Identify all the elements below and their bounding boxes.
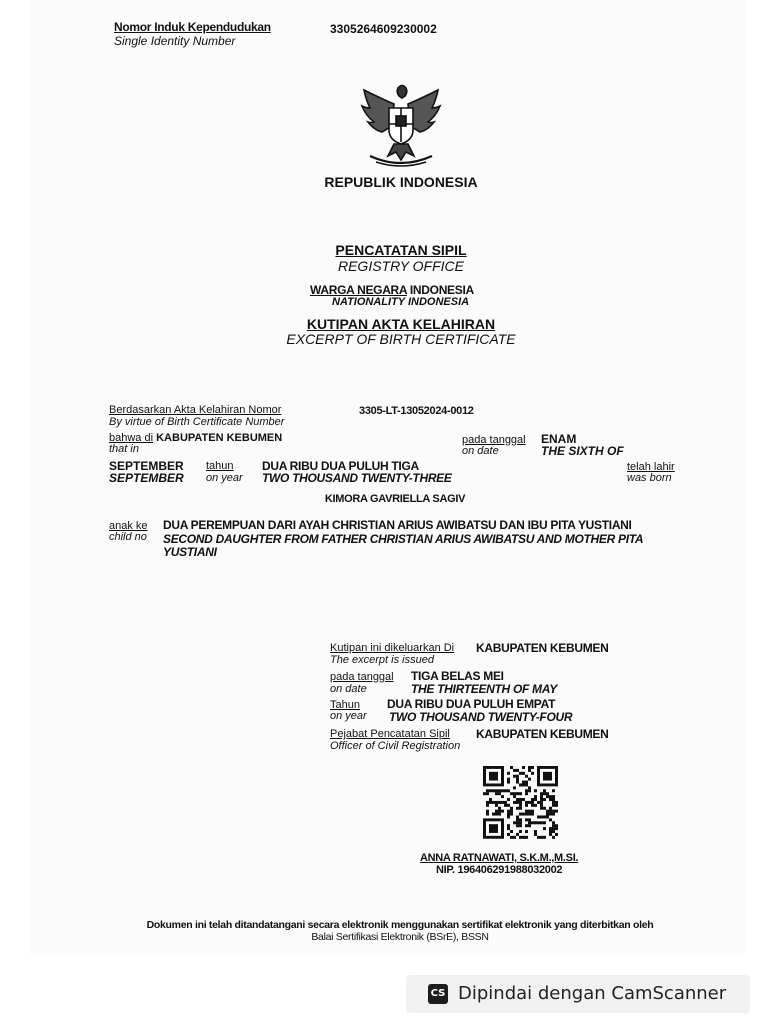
nik-value: 3305264609230002 bbox=[330, 22, 437, 36]
birth-month: SEPTEMBER bbox=[109, 459, 184, 473]
esign-note-line1: Dokumen ini telah ditandatangani secara elektronik menggunakan sertifikat elektronik yang diterbitkan oleh bbox=[146, 919, 654, 931]
birth-day-en: THE SIXTH OF bbox=[541, 444, 624, 458]
qr-code-icon bbox=[483, 766, 560, 839]
birth-date-label-en: on date bbox=[462, 445, 499, 457]
esign-note-line2: Balai Sertifikasi Elektronik (BSrE), BSSN bbox=[311, 931, 489, 943]
officer-place: KABUPATEN KEBUMEN bbox=[476, 727, 609, 741]
camscanner-watermark bbox=[406, 975, 750, 1013]
birth-year-en: TWO THOUSAND TWENTY-THREE bbox=[262, 471, 452, 485]
birth-place-prefix: bahwa di bbox=[109, 432, 154, 444]
child-description-en: SECOND DAUGHTER FROM FATHER CHRISTIAN ARIUS AWIBATSU AND MOTHER PITA YUSTIANI bbox=[163, 532, 643, 559]
issued-label-en: The excerpt is issued bbox=[330, 654, 434, 666]
birth-year: DUA RIBU DUA PULUH TIGA bbox=[262, 459, 419, 473]
officer-label: Pejabat Pencatatan Sipil bbox=[330, 728, 450, 740]
issued-date-label: pada tanggal bbox=[330, 671, 394, 683]
camscanner-text: Dipindai dengan CamScanner bbox=[458, 983, 727, 1004]
nationality-value: INDONESIA bbox=[409, 283, 474, 297]
child-description: DUA PEREMPUAN DARI AYAH CHRISTIAN ARIUS AWIBATSU DAN IBU PITA YUSTIANI bbox=[163, 518, 632, 532]
child-no-label-en: child no bbox=[109, 531, 147, 543]
born-label: telah lahir bbox=[627, 461, 675, 473]
issued-year-en: TWO THOUSAND TWENTY-FOUR bbox=[389, 710, 573, 724]
issued-date-label-en: on date bbox=[330, 683, 367, 695]
child-no-label: anak ke bbox=[109, 520, 148, 532]
signer-name: ANNA RATNAWATI, S.K.M.,M.SI. bbox=[420, 852, 579, 864]
signer-nip: NIP. 196406291988032002 bbox=[436, 864, 563, 876]
country-title: REPUBLIK INDONESIA bbox=[324, 174, 478, 190]
issued-label: Kutipan ini dikeluarkan Di bbox=[330, 642, 455, 654]
birth-date-label: pada tanggal bbox=[462, 434, 526, 446]
garuda-emblem-icon bbox=[356, 82, 446, 168]
issued-date-en: THE THIRTEENTH OF MAY bbox=[411, 682, 557, 696]
birth-place-en: that in bbox=[109, 443, 139, 455]
nik-label-en: Single Identity Number bbox=[114, 34, 236, 48]
birth-place: KABUPATEN KEBUMEN bbox=[156, 432, 283, 444]
issued-year-label: Tahun bbox=[330, 699, 360, 711]
birth-month-en: SEPTEMBER bbox=[109, 471, 184, 485]
born-label-en: was born bbox=[627, 472, 672, 484]
issued-year-label-en: on year bbox=[330, 710, 367, 722]
act-number-value: 3305-LT-13052024-0012 bbox=[359, 405, 474, 417]
nationality-label: WARGA NEGARA bbox=[310, 283, 407, 297]
issued-year: DUA RIBU DUA PULUH EMPAT bbox=[387, 697, 556, 711]
birth-year-label: tahun bbox=[206, 460, 234, 472]
document-title-en: EXCERPT OF BIRTH CERTIFICATE bbox=[286, 331, 516, 347]
officer-label-en: Officer of Civil Registration bbox=[330, 740, 461, 752]
nationality-en: NATIONALITY INDONESIA bbox=[332, 296, 470, 308]
document-title: KUTIPAN AKTA KELAHIRAN bbox=[306, 316, 496, 332]
act-number-label: Berdasarkan Akta Kelahiran Nomor bbox=[109, 404, 282, 416]
issued-date: TIGA BELAS MEI bbox=[411, 669, 504, 683]
camscanner-logo-icon: CS bbox=[428, 984, 448, 1004]
act-number-label-en: By virtue of Birth Certificate Number bbox=[109, 416, 285, 428]
nik-label: Nomor Induk Kependudukan bbox=[114, 20, 271, 34]
office-title-en: REGISTRY OFFICE bbox=[337, 258, 464, 274]
issued-place: KABUPATEN KEBUMEN bbox=[476, 641, 609, 655]
birth-year-label-en: on year bbox=[206, 472, 243, 484]
office-title: PENCATATAN SIPIL bbox=[335, 242, 467, 258]
nationality-line bbox=[310, 283, 474, 297]
child-name: KIMORA GAVRIELLA SAGIV bbox=[324, 493, 466, 505]
birth-day: ENAM bbox=[541, 432, 577, 446]
